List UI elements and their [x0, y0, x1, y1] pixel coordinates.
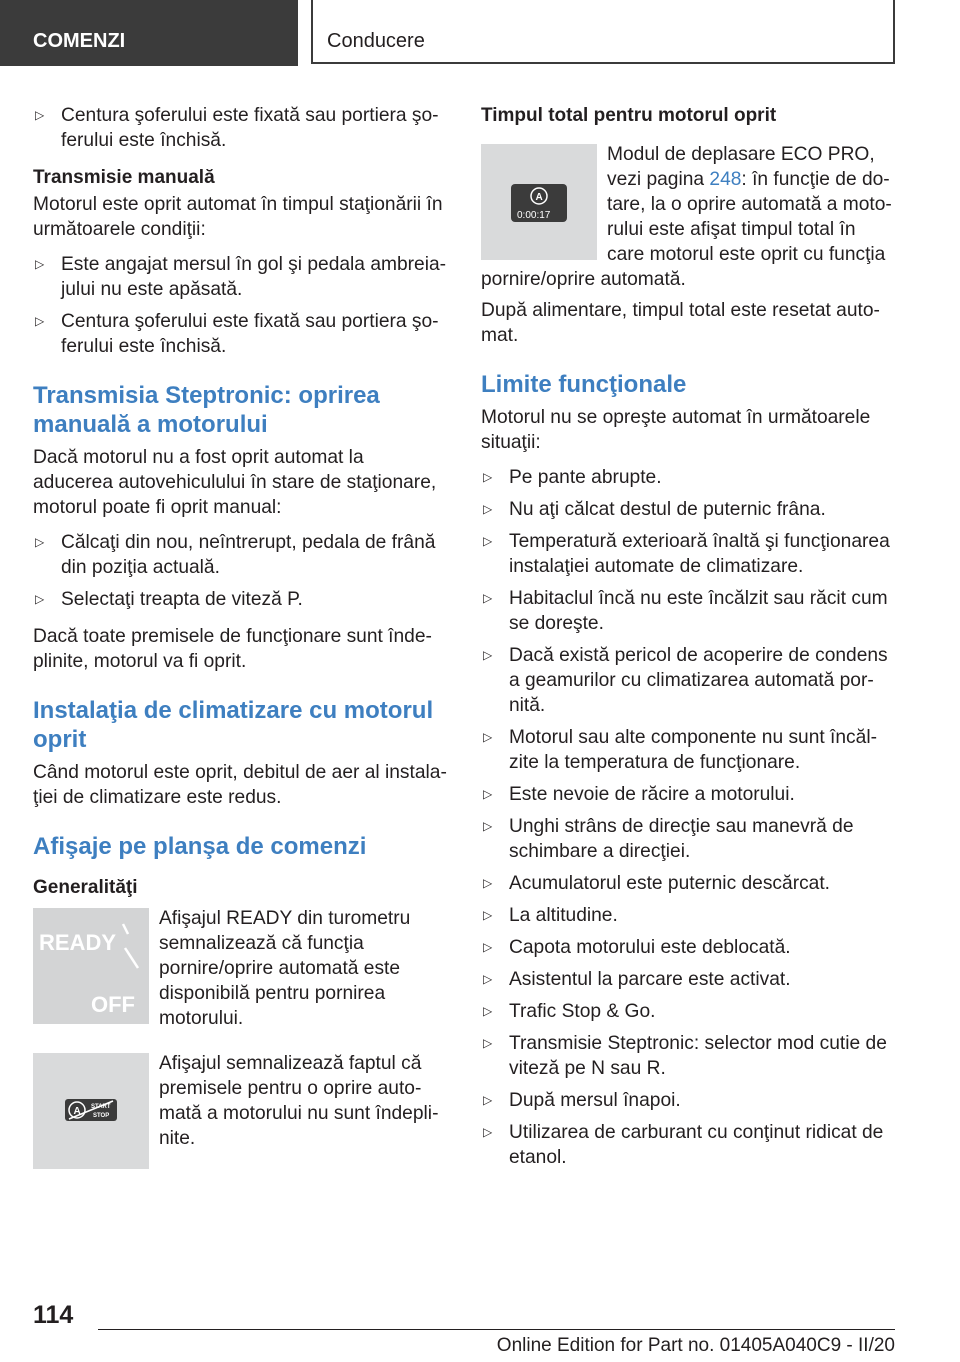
autostop-figure-row	[33, 1051, 447, 1167]
ready-indicator-image	[33, 908, 149, 1024]
list-item: ▷ Centura şoferului este fixată sau portiera şoferului este închisă.	[35, 105, 439, 151]
manual-bullets	[33, 252, 447, 359]
triangle-bullet-icon: ▷	[483, 819, 493, 833]
svg-text:A: A	[73, 1106, 81, 1117]
list-item: ▷ Motorul sau alte componente nu sunt încălzite la temperatura de funcţionare.	[483, 727, 877, 773]
ready-figure-row	[33, 906, 447, 1031]
steptronic-text: Dacă motorul nu a fost oprit automat la aducerea autovehiculului în stare de staţionare, motorul poate fi oprit manual:	[33, 447, 437, 518]
list-item: ▷ După mersul înapoi.	[483, 1090, 681, 1111]
steptronic-after: Dacă toate premisele de funcţionare sunt îndeplinite, motorul va fi oprit.	[33, 626, 432, 672]
triangle-bullet-icon: ▷	[483, 1004, 493, 1018]
total-time-figure-row	[481, 142, 895, 292]
svg-text:READY: READY	[39, 930, 117, 955]
manual-transmission-heading: Transmisie manuală	[33, 167, 215, 188]
svg-text:START: START	[91, 1104, 111, 1110]
limits-bullets	[481, 465, 895, 1170]
list-item: ▷ Unghi strâns de direcţie sau manevră de schimbare a direcţiei.	[483, 816, 854, 862]
right-column	[481, 103, 895, 1182]
steptronic-bullets	[33, 530, 447, 612]
list-item: ▷ Capota motorului este deblocată.	[483, 937, 791, 958]
list-item: ▷ Nu aţi călcat destul de puternic frâna.	[483, 499, 826, 520]
triangle-bullet-icon: ▷	[483, 648, 493, 662]
list-item: ▷ Dacă există pericol de acoperire de condens a geamurilor cu climatizarea automată pornită.	[483, 645, 888, 716]
edition-note: Online Edition for Part no. 01405A040C9 - II/20	[496, 1335, 895, 1356]
svg-text:A: A	[535, 192, 543, 203]
list-item: ▷ Asistentul la parcare este activat.	[483, 969, 791, 990]
list-item: ▷ Acumulatorul este puternic descărcat.	[483, 873, 831, 894]
limits-heading: Limite funcţionale	[481, 371, 687, 398]
list-item: ▷ Transmisie Steptronic: selector mod cutie de viteză pe N sau R.	[483, 1033, 887, 1079]
steptronic-heading: Transmisia Steptronic: oprirea manuală a motorului	[33, 382, 380, 438]
triangle-bullet-icon: ▷	[483, 1093, 493, 1107]
list-item: ▷ Utilizarea de carburant cu conţinut ridicat de etanol.	[483, 1122, 884, 1168]
svg-text:OFF: OFF	[91, 992, 135, 1017]
triangle-bullet-icon: ▷	[483, 787, 493, 801]
total-time-heading: Timpul total pentru motorul oprit	[481, 105, 777, 126]
tachometer-ready-icon	[33, 908, 149, 1024]
svg-text:STOP: STOP	[93, 1113, 110, 1119]
limits-text: Motorul nu se opreşte automat în următoarele situaţii:	[481, 407, 871, 453]
triangle-bullet-icon: ▷	[483, 730, 493, 744]
triangle-bullet-icon: ▷	[483, 972, 493, 986]
list-item: ▷ Centura şoferului este fixată sau portiera şoferului este închisă.	[35, 311, 439, 357]
triangle-bullet-icon: ▷	[483, 502, 493, 516]
list-item: ▷ Este nevoie de răcire a motorului.	[483, 784, 795, 805]
triangle-bullet-icon: ▷	[35, 257, 45, 271]
intro-bullets	[33, 103, 447, 153]
stopped-time-icon	[481, 144, 597, 260]
triangle-bullet-icon: ▷	[483, 940, 493, 954]
triangle-bullet-icon: ▷	[483, 591, 493, 605]
general-subheading: Generalităţi	[33, 877, 138, 898]
page-number: 114	[33, 1301, 74, 1329]
list-item: ▷ Este angajat mersul în gol şi pedala ambreiajului nu este apăsată.	[35, 254, 447, 300]
list-item: ▷ Pe pante abrupte.	[483, 467, 662, 488]
list-item: ▷ Selectaţi treapta de viteză P.	[35, 589, 303, 610]
climate-text: Când motorul este oprit, debitul de aer al instalaţiei de climatizare este redus.	[33, 762, 447, 808]
triangle-bullet-icon: ▷	[35, 535, 45, 549]
triangle-bullet-icon: ▷	[35, 592, 45, 606]
footer-divider	[98, 1329, 895, 1330]
triangle-bullet-icon: ▷	[35, 108, 45, 122]
triangle-bullet-icon: ▷	[483, 1036, 493, 1050]
page-link[interactable]: 248	[709, 169, 742, 190]
autostop-figure-text: Afişajul semnalizează faptul că premisele pentru o oprire automată a motorului nu sunt îndeplinite.	[159, 1053, 439, 1149]
displays-heading: Afişaje pe planşa de comenzi	[33, 833, 367, 860]
section-tab: COMENZI	[0, 0, 298, 66]
climate-heading: Instalaţia de climatizare cu motorul oprit	[33, 697, 434, 753]
page-header	[0, 0, 960, 66]
list-item: ▷ Trafic Stop & Go.	[483, 1001, 656, 1022]
triangle-bullet-icon: ▷	[35, 314, 45, 328]
manual-transmission-text: Motorul este oprit automat în timpul staţionării în următoarele condiţii:	[33, 194, 443, 240]
svg-text:0:00:17: 0:00:17	[517, 210, 551, 221]
ready-figure-text: Afişajul READY din turometru semnalizează că funcţia pornire/oprire automată este disponibilă pentru pornirea motorului.	[159, 908, 411, 1029]
left-column	[33, 103, 447, 1187]
list-item: ▷ Călcaţi din nou, neîntrerupt, pedala de frână din poziţia actuală.	[35, 532, 436, 578]
chapter-tab: Conducere	[311, 0, 895, 64]
total-time-after: După alimentare, timpul total este resetat automat.	[481, 300, 880, 346]
list-item: ▷ Habitaclul încă nu este încălzit sau răcit cum se doreşte.	[483, 588, 888, 634]
triangle-bullet-icon: ▷	[483, 1125, 493, 1139]
triangle-bullet-icon: ▷	[483, 470, 493, 484]
triangle-bullet-icon: ▷	[483, 534, 493, 548]
auto-start-stop-icon	[33, 1053, 149, 1169]
triangle-bullet-icon: ▷	[483, 876, 493, 890]
list-item: ▷ Temperatură exterioară înaltă şi funcţionarea instalaţiei automate de climatizare.	[483, 531, 890, 577]
autostop-indicator-image	[33, 1053, 149, 1169]
triangle-bullet-icon: ▷	[483, 908, 493, 922]
total-time-text: Modul de deplasare ECO PRO, vezi pagina 248: în funcţie de dotare, la o oprire automată a motorului este afişat timpul total în care motorul este oprit cu funcţia pornire/oprire automată.	[481, 144, 892, 290]
list-item: ▷ La altitudine.	[483, 905, 618, 926]
total-time-indicator-image	[481, 144, 597, 260]
